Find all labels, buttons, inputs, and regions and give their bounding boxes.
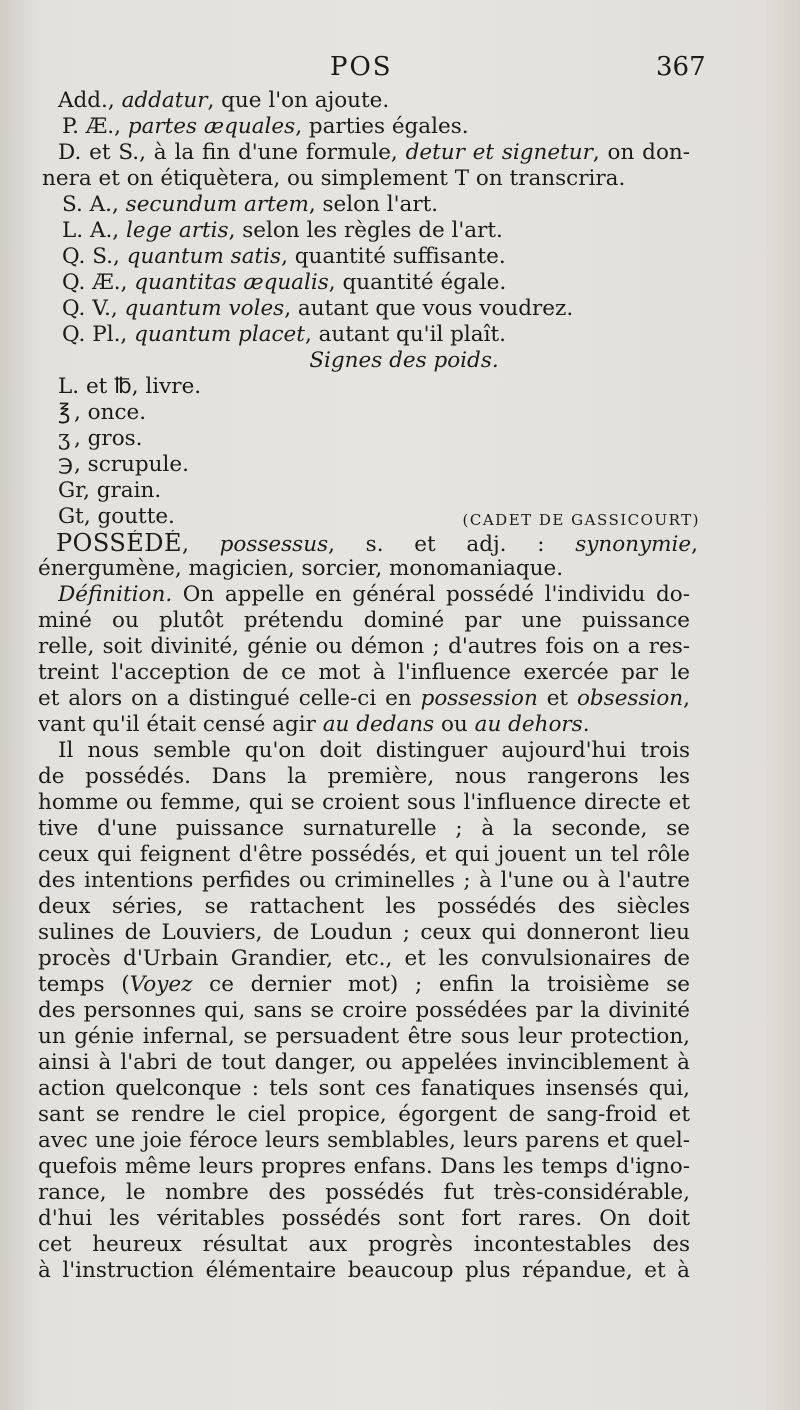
definition-text: .	[582, 712, 590, 737]
definition-text: ,	[683, 686, 690, 711]
abbreviation-line	[58, 322, 690, 348]
abbreviation-line	[58, 270, 690, 296]
body-line: des personnes qui, sans se croire possédées par la divinité	[38, 998, 690, 1023]
abbreviation-meaning: , on don-	[592, 140, 690, 165]
body-line: procès d'Urbain Grandier, etc., et les convulsionaires de	[38, 946, 690, 971]
abbreviation: Add.,	[58, 88, 122, 113]
latin-term: secundum artem	[125, 192, 309, 217]
definition-line	[58, 582, 690, 608]
abbreviation: Q. S.,	[62, 244, 127, 269]
abbreviation-meaning: , parties égales.	[295, 114, 469, 139]
weight-sign-line	[58, 400, 690, 426]
abbreviation-meaning: , autant que vous voudrez.	[284, 296, 574, 321]
latin-term: quantum placet	[134, 322, 305, 347]
abbreviation: D. et S.,	[58, 140, 154, 165]
page-header	[0, 52, 800, 88]
latin-term: addatur	[121, 88, 208, 113]
abbreviation: Q. V.,	[62, 296, 125, 321]
definition-line	[38, 712, 690, 738]
definition-line	[38, 686, 690, 712]
definition-text: ou	[434, 712, 475, 737]
italic-term: au dedans	[322, 712, 435, 737]
scruple-sign-icon: ℈	[58, 452, 74, 477]
weight-sign-line	[58, 426, 690, 452]
body-line: Il nous semble qu'on doit distinguer aujourd'hui trois	[58, 738, 690, 763]
definition-text: vant qu'il était censé agir	[38, 712, 323, 737]
cross-reference: Voyez	[129, 972, 193, 997]
body-line: ceux qui feignent d'être possédés, et qui jouent un tel rôle	[38, 842, 690, 867]
dram-sign-icon: ʒ	[58, 426, 71, 451]
definition-text: On appelle en général possédé l'individu do-	[172, 582, 690, 607]
body-line: rance, le nombre des possédés fut très-considérable,	[38, 1180, 690, 1205]
latin-term: detur et signetur	[405, 140, 593, 165]
running-head: POS	[330, 52, 393, 82]
italic-term: obsession	[576, 686, 684, 711]
abbreviation-continuation	[42, 166, 690, 192]
body-text: temps (	[38, 972, 130, 997]
abbreviation: S. A.,	[62, 192, 126, 217]
entry-grammar: , s. et adj. :	[328, 532, 576, 556]
definition-line: miné ou plutôt prétendu dominé par une puissance	[38, 608, 690, 633]
abbreviation-line	[58, 296, 690, 322]
entry-latin: possessus	[219, 532, 329, 556]
ounce-sign-icon: ℥	[58, 400, 71, 425]
page-body	[38, 88, 700, 1284]
abbreviation-line	[58, 88, 690, 114]
body-line: homme ou femme, qui se croient sous l'influence directe et	[38, 790, 690, 815]
body-line: action quelconque : tels sont ces fanatiques insensés qui,	[38, 1076, 690, 1101]
abbreviation-meaning: , autant qu'il plaît.	[304, 322, 506, 347]
synonyms: ,	[691, 532, 698, 556]
body-line: ainsi à l'abri de tout danger, ou appelées invinciblement à	[38, 1050, 690, 1075]
latin-term: quantum voles	[124, 296, 285, 321]
weight-sign-line	[58, 374, 690, 400]
body-line: un génie infernal, se persuadent être sous leur protection,	[38, 1024, 690, 1049]
body-line: d'hui les véritables possédés sont fort rares. On doit	[38, 1206, 690, 1231]
weight-sign-line	[58, 478, 690, 504]
body-line: avec une joie féroce leurs semblables, leurs parens et quel-	[38, 1128, 690, 1153]
latin-term: quantum satis	[126, 244, 282, 269]
abbreviation: Q. Æ.,	[62, 270, 135, 295]
abbreviation-meaning: , quantité suffisante.	[281, 244, 506, 269]
author-signature: (CADET DE GASSICOURT)	[462, 511, 700, 529]
abbreviation-meaning: , quantité égale.	[328, 270, 507, 295]
body-line: quefois même leurs propres enfans. Dans les temps d'igno-	[38, 1154, 690, 1179]
weight-label: , grain.	[83, 478, 162, 503]
abbreviation-line	[58, 192, 690, 218]
weight-label: , goutte.	[83, 504, 175, 529]
abbreviation: Q. Pl.,	[62, 322, 135, 347]
abbreviation-meaning: , que l'on ajoute.	[207, 88, 390, 113]
latin-term: partes æquales	[127, 114, 296, 139]
body-line: deux séries, se rattachent les possédés des siècles	[38, 894, 690, 919]
body-line: des intentions perfides ou criminelles ; à l'une ou à l'autre	[38, 868, 690, 893]
body-line: sulines de Louviers, de Loudun ; ceux qui donneront lieu	[38, 920, 690, 945]
abbreviation-line	[58, 114, 690, 140]
weight-sign-line	[58, 452, 690, 478]
entry-headword: POSSÉDÉ	[56, 530, 183, 556]
drop-sign: Gt	[58, 504, 84, 529]
livre-sign-icon: L. et ℔	[58, 374, 132, 399]
weight-label: , livre.	[131, 374, 202, 399]
body-line: à l'instruction élémentaire beaucoup plus répandue, et à	[38, 1258, 690, 1283]
abbreviation-meaning: , selon l'art.	[308, 192, 439, 217]
latin-term: quantitas æqualis	[134, 270, 329, 295]
body-line: cet heureux résultat aux progrès incontestables des	[38, 1232, 690, 1257]
weight-sign-line	[58, 504, 700, 530]
abbreviation-line	[58, 218, 690, 244]
definition-label: Définition.	[58, 582, 173, 607]
definition-text: et	[537, 686, 577, 711]
latin-term: lege artis	[125, 218, 229, 243]
synonyms-continuation: énergumène, magicien, sorcier, monomaniaque.	[38, 556, 564, 581]
abbreviation-line	[58, 244, 690, 270]
abbreviation-meaning: nera et on étiquètera, ou simplement T on transcrira.	[42, 166, 626, 191]
body-line: tive d'une puissance surnaturelle ; à la seconde, se	[38, 816, 690, 841]
body-line: de possédés. Dans la première, nous rangerons les	[38, 764, 690, 789]
definition-line: treint l'acception de ce mot à l'influence exercée par le	[38, 660, 690, 685]
weights-heading: Signes des poids.	[309, 348, 499, 373]
definition-line: relle, soit divinité, génie ou démon ; d'autres fois on a res-	[38, 634, 690, 659]
weight-label: , once.	[74, 400, 147, 425]
weight-label: , gros.	[74, 426, 143, 451]
body-line	[38, 972, 690, 998]
page-number: 367	[656, 52, 706, 82]
italic-term: au dehors	[474, 712, 583, 737]
abbreviation-meaning: , selon les règles de l'art.	[228, 218, 503, 243]
synonymy-label: synonymie	[575, 532, 692, 556]
body-line: sant se rendre le ciel propice, égorgent de sang-froid et	[38, 1102, 690, 1127]
abbreviation-meaning: à la fin d'une formule,	[153, 140, 406, 165]
entry-headword-line: POSSÉDÉ, possessus, s. et adj. : synonymie,	[56, 530, 698, 556]
weight-label: , scrupule.	[74, 452, 189, 477]
abbreviation-line	[58, 140, 690, 166]
grain-sign: Gr	[58, 478, 84, 503]
abbreviation: P. Æ.,	[62, 114, 128, 139]
italic-term: possession	[420, 686, 538, 711]
body-text: ce dernier mot) ; enfin la troisième se	[209, 972, 690, 997]
abbreviation: L. A.,	[62, 218, 126, 243]
definition-text: et alors on a distingué celle-ci en	[38, 686, 421, 711]
